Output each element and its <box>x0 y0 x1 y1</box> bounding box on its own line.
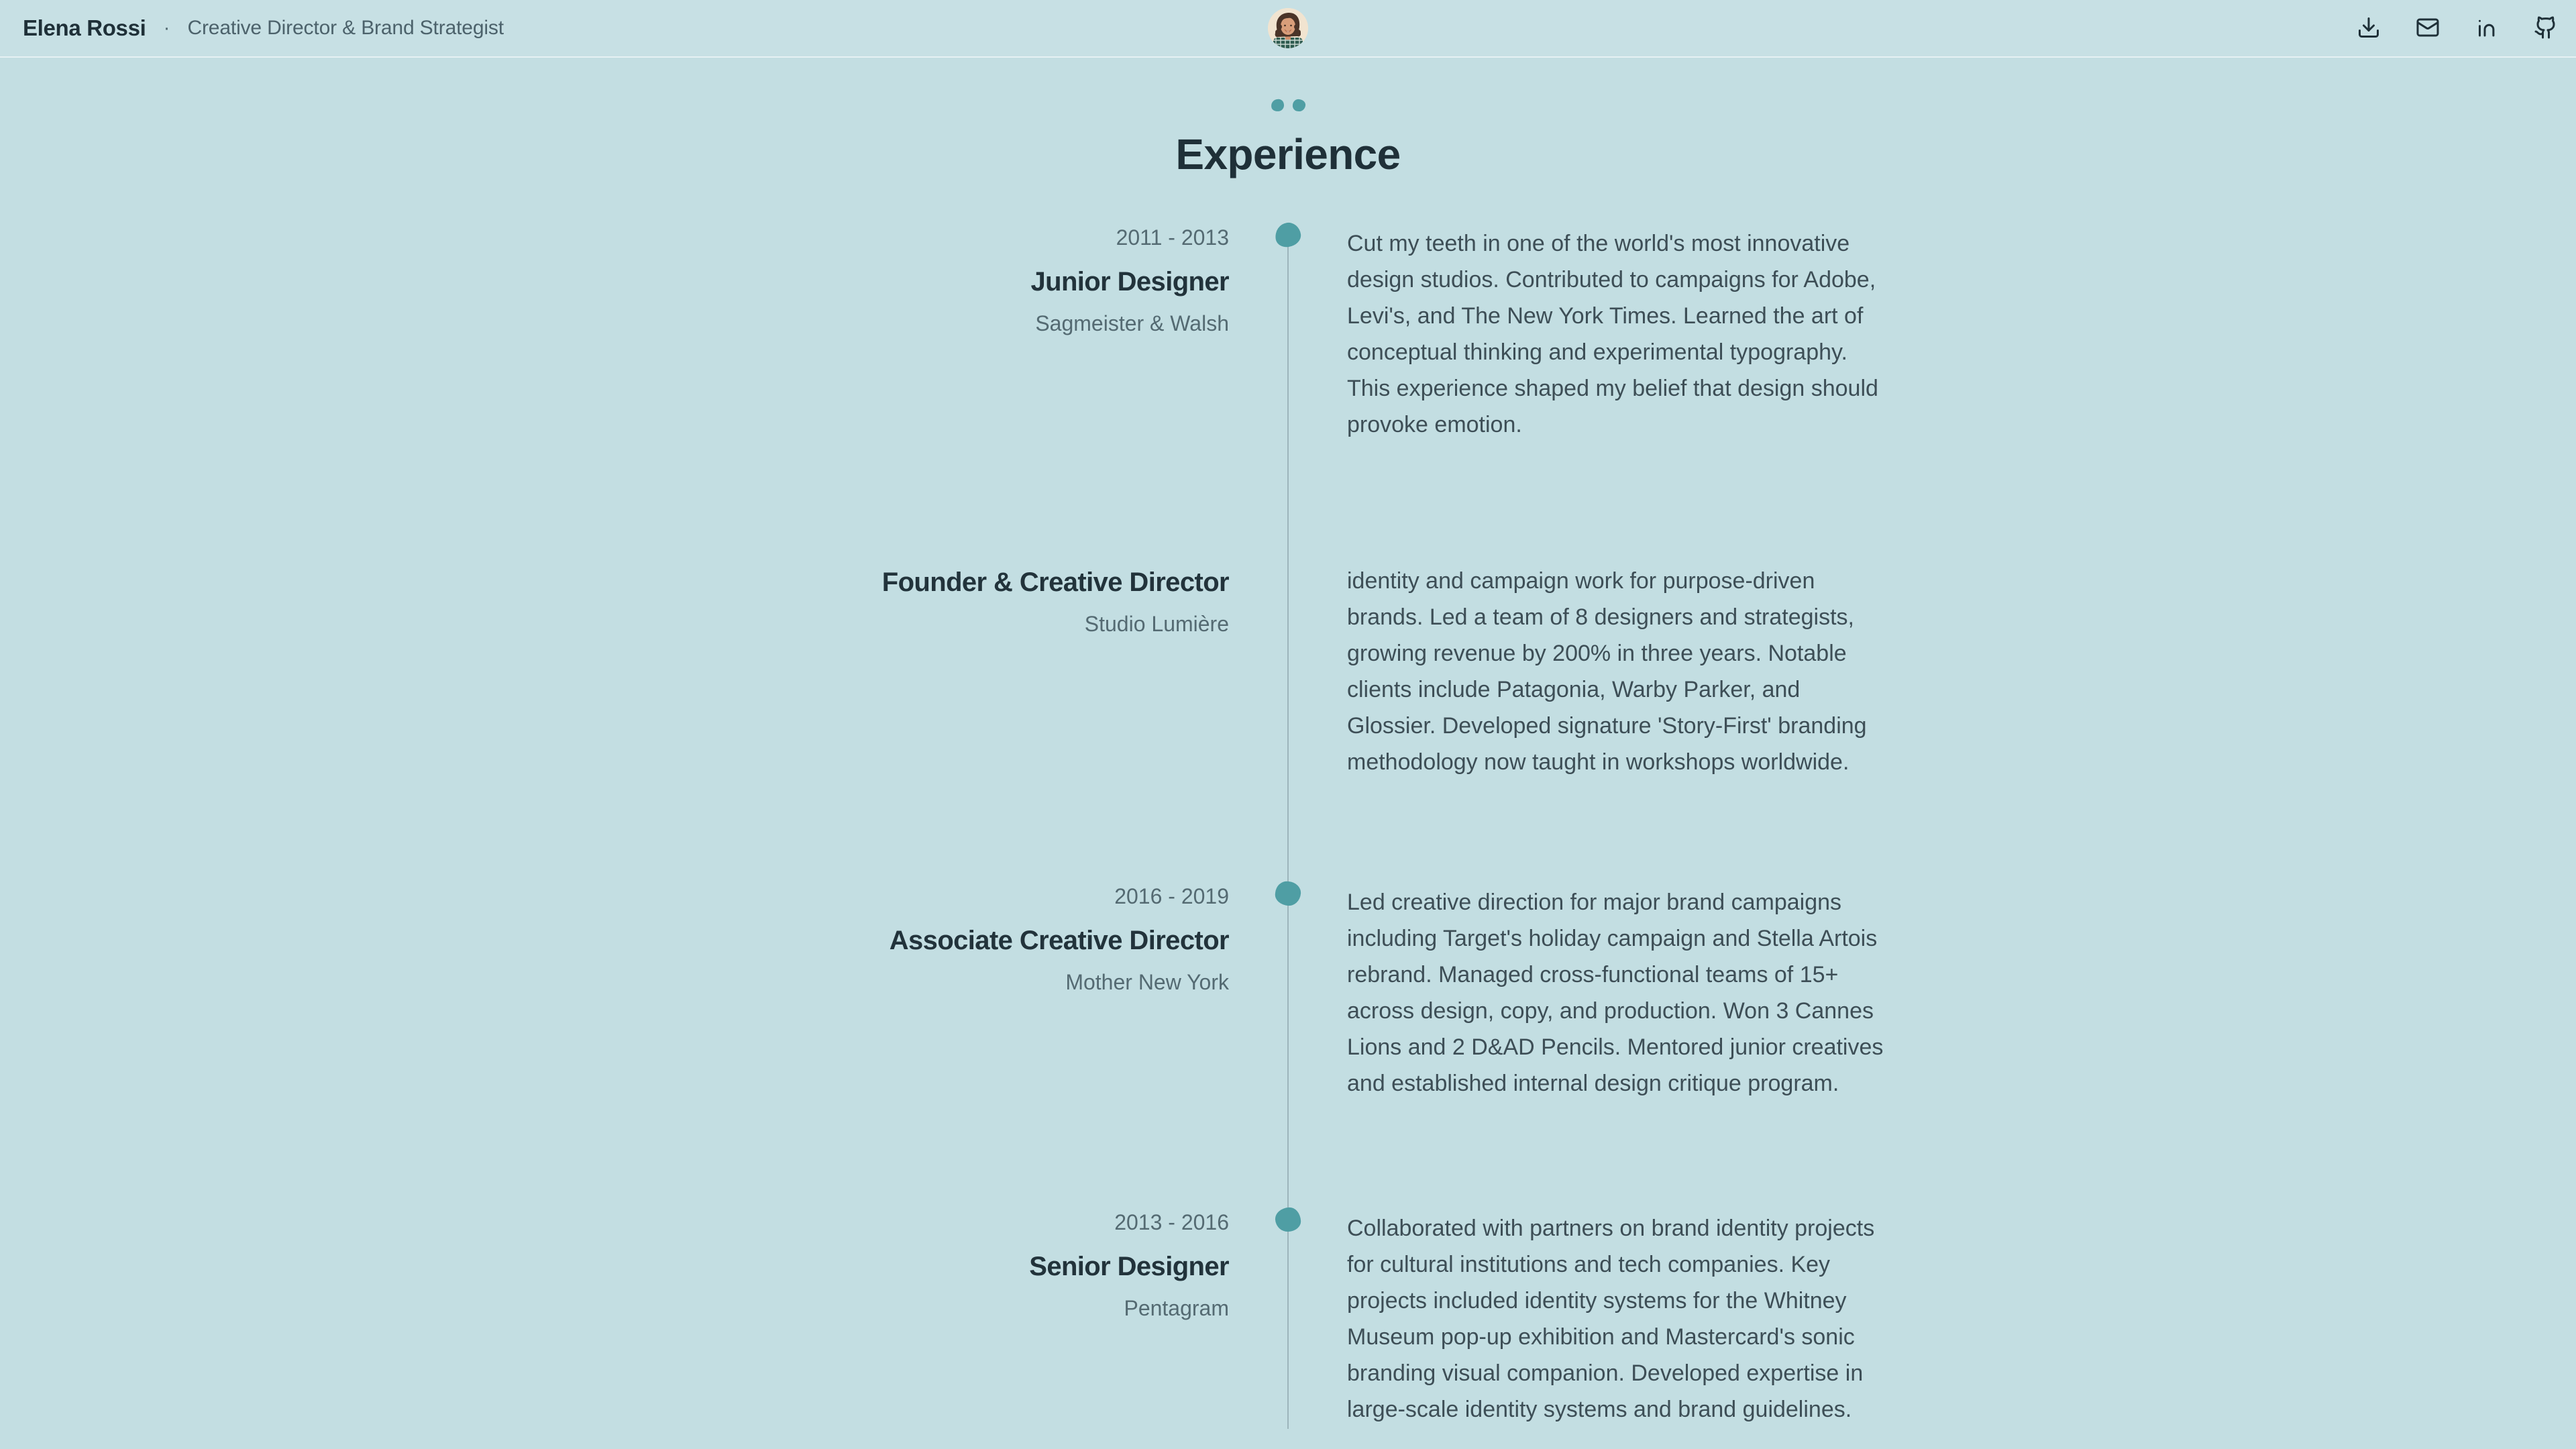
header-actions <box>2357 16 2558 40</box>
entry-company: Studio Lumière <box>1084 612 1229 636</box>
entry-company: Mother New York <box>1065 970 1229 994</box>
section-nav-dots <box>0 99 2576 111</box>
avatar-illustration <box>1268 8 1308 48</box>
entry-timeline-column <box>1229 1208 1347 1428</box>
entry-timeline-column <box>1229 881 1347 1102</box>
entry-body <box>1347 1208 2576 1428</box>
entry-description: identity and campaign work for purpose-driven brands. Led a team of 8 designers and strategists, growing revenue by 200% in three years. Notable clients include Patagonia, Warby Parker, and Glossier. Developed signature 'Story-First' branding methodology now taught in workshops worldwide. <box>1347 568 1867 775</box>
entry-timeline-column <box>1229 555 1347 780</box>
entry-company: Sagmeister & Walsh <box>1035 311 1229 335</box>
avatar[interactable] <box>1268 8 1308 48</box>
entry-job-title: Founder & Creative Director <box>881 568 1229 597</box>
timeline-dot <box>1274 221 1303 249</box>
entry-dates: 2011 - 2013 <box>1116 225 1229 250</box>
linkedin-icon <box>2475 15 2499 42</box>
section-nav-dot-2[interactable] <box>1292 99 1306 112</box>
entry-body <box>1347 223 2576 443</box>
entry-body <box>1347 555 2576 780</box>
entry-meta <box>0 223 1229 443</box>
entry-job-title: Senior Designer <box>1029 1252 1229 1281</box>
timeline-dot <box>1275 1207 1301 1232</box>
header-identity <box>23 15 504 41</box>
section-nav-dot-1[interactable] <box>1270 98 1285 112</box>
download-icon <box>2357 15 2381 42</box>
entry-meta <box>0 1208 1229 1428</box>
page-title: Experience <box>1175 130 1401 178</box>
header-separator: · <box>163 17 170 39</box>
experience-timeline <box>0 223 2576 1429</box>
github-icon <box>2534 15 2558 42</box>
entry-description: Cut my teeth in one of the world's most innovative design studios. Contributed to campaigns for Adobe, Levi's, and The New York Times. Learned the art of conceptual thinking and experimental typography. This experience shaped my belief that design should provoke emotion. <box>1347 231 1878 437</box>
site-owner-role: Creative Director & Brand Strategist <box>187 17 504 39</box>
header <box>0 0 2576 58</box>
entry-job-title: Junior Designer <box>1030 267 1229 297</box>
download-button[interactable] <box>2357 16 2381 40</box>
timeline-entry <box>0 555 2576 780</box>
timeline-dot <box>1275 880 1302 906</box>
entry-job-title: Associate Creative Director <box>889 926 1229 955</box>
entry-description: Led creative direction for major brand campaigns including Target's holiday campaign and Stella Artois rebrand. Managed cross-functional teams of 15+ across design, copy, and production. Won 3 Cannes Lions and 2 D&AD Pencils. Mentored junior creatives and established internal design critique program. <box>1347 890 1884 1096</box>
timeline-entry <box>0 881 2576 1102</box>
timeline-entry <box>0 223 2576 443</box>
mail-icon <box>2416 15 2440 42</box>
entry-meta <box>0 555 1229 780</box>
linkedin-button[interactable] <box>2475 16 2499 40</box>
github-button[interactable] <box>2534 16 2558 40</box>
entry-dates: 2016 - 2019 <box>1114 884 1229 908</box>
entry-body <box>1347 881 2576 1102</box>
site-owner-name: Elena Rossi <box>23 15 146 40</box>
entry-timeline-column <box>1229 223 1347 443</box>
entry-description: Collaborated with partners on brand identity projects for cultural institutions and tech companies. Key projects included identity systems for the Whitney Museum pop-up exhibition and Mastercard's sonic branding visual companion. Developed expertise in large-scale identity systems and brand guidelines. <box>1347 1216 1875 1422</box>
email-button[interactable] <box>2416 16 2440 40</box>
entry-company: Pentagram <box>1124 1296 1229 1320</box>
timeline-entry <box>0 1208 2576 1428</box>
entry-dates: 2013 - 2016 <box>1114 1210 1229 1234</box>
entry-meta <box>0 881 1229 1102</box>
